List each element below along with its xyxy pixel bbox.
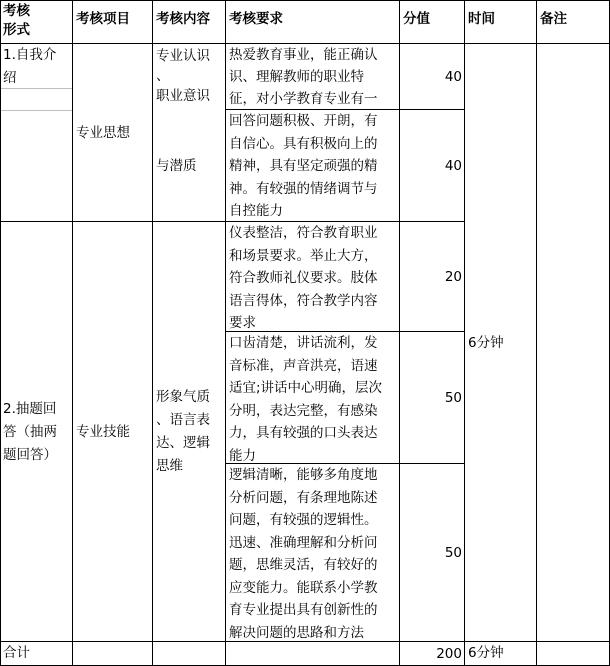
border-row — [226, 331, 465, 332]
header-time: 时间 — [468, 11, 495, 27]
time-value: 6分钟 — [468, 334, 504, 351]
requirement-3: 仪表整洁，符合教育职业 和场景要求。举止大方， 符合教师礼仪要求。肢体 语言得体，符合教学内容 要求 — [229, 225, 378, 331]
item-professional-thought: 专业思想 — [76, 124, 130, 141]
header-content: 考核内容 — [156, 11, 210, 27]
gridline — [0, 88, 73, 89]
content-potential: 与潜质 — [156, 158, 197, 174]
border-top — [0, 0, 610, 1]
header-item: 考核项目 — [76, 11, 130, 27]
requirement-2: 回答问题积极、开朗，有 自信心。具有积极向上的 精神，具有坚定顽强的精 神。有较强的情绪调节与 自控能力 — [229, 113, 378, 219]
border-col — [464, 0, 465, 666]
border-header — [0, 43, 610, 44]
gridline — [0, 110, 73, 111]
item-professional-skill: 专业技能 — [76, 423, 130, 440]
requirement-4: 口齿清楚，讲话流利，发 音标准，声音洪亮，语速 适宜;讲话中心明确，层次 分明，表达完整，有感染 力，具有较强的口头表达 能力 — [229, 335, 383, 464]
form-draw-questions: 2.抽题回 答（抽两 题回答） — [3, 400, 57, 463]
border-col — [399, 0, 400, 666]
requirement-5: 逻辑清晰，能够多角度地 分析问题，有条理地陈述 问题，有较强的逻辑性。 迅速、准确理解和分析问 题，思维灵活，有较好的 应变能力。能联系小学教 育专业提出具有创新性的 解决问题的思路和方法 — [229, 467, 378, 641]
score-1: 40 — [444, 68, 462, 85]
border-col — [536, 0, 537, 666]
border-row — [226, 109, 465, 110]
header-requirement: 考核要求 — [229, 11, 283, 27]
content-professional-awareness: 专业认识 、 职业意识 — [156, 48, 210, 104]
total-label: 合计 — [3, 645, 30, 661]
header-note: 备注 — [540, 11, 567, 27]
requirement-1: 热爱教育事业，能正确认 识、理解教师的职业特 征，对小学教育专业有一 — [229, 47, 378, 107]
border-col — [152, 0, 153, 666]
score-4: 50 — [444, 389, 462, 406]
header-form: 考核 形式 — [3, 3, 30, 38]
border-total — [0, 641, 610, 642]
border-col — [225, 0, 226, 666]
border-section — [0, 221, 465, 222]
total-score: 200 — [436, 645, 462, 662]
form-self-intro: 1.自我介 绍 — [3, 47, 57, 86]
header-score: 分值 — [403, 11, 430, 27]
score-3: 20 — [444, 268, 462, 285]
border-col — [72, 0, 73, 666]
content-image-language-logic: 形象气质 、语言表 达、逻辑 思维 — [156, 389, 210, 474]
score-2: 40 — [444, 157, 462, 174]
total-time: 6分钟 — [468, 645, 504, 661]
border-left — [0, 0, 1, 666]
border-row — [226, 463, 465, 464]
score-5: 50 — [444, 544, 462, 561]
